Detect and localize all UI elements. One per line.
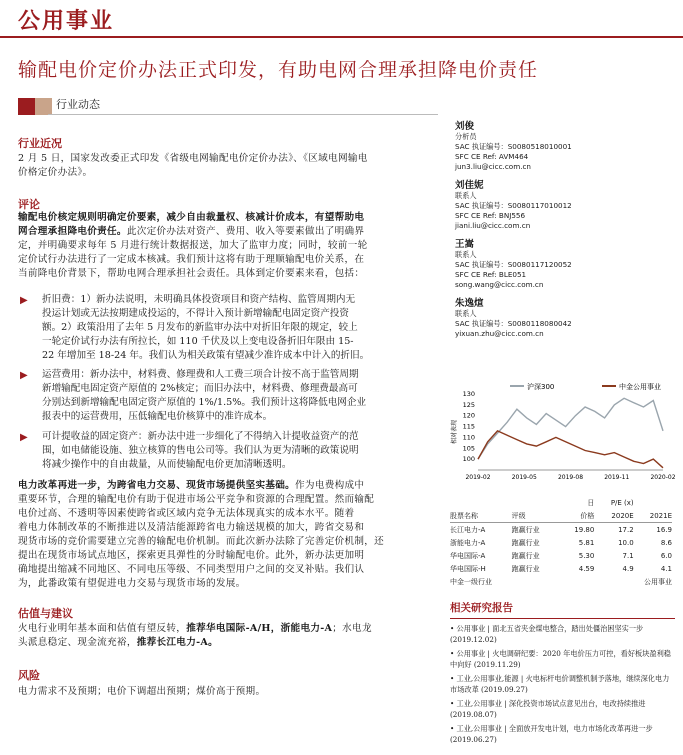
x-tick-label: 2019-02 [465, 474, 491, 481]
analyst-list [455, 118, 680, 344]
report-headline: 输配电价定价办法正式印发，有助电网合理承担降电价责任 [18, 59, 539, 81]
recent-line: 价格定价办法》。 [18, 167, 93, 178]
tag-label: 行业动态 [56, 98, 100, 111]
performance-chart [448, 378, 676, 492]
analyst-detail: SFC CE Ref: AVM464 [455, 152, 529, 161]
bullet-line: 分别达到新增输配电固定资产原值的 1%/1.5%。我们预计这将降低电网企业 [42, 397, 367, 408]
para-rest: 作为电费构成中 [295, 480, 365, 491]
table-header-cell: 2020E [594, 509, 633, 523]
table-row [450, 562, 672, 575]
analyst-detail: SAC 执证编号：S0080117010012 [455, 201, 572, 210]
analyst-detail: SAC 执证编号：S0080117120052 [455, 260, 572, 269]
analyst-name: 刘佳妮 [455, 180, 484, 191]
para-line: 输配电价核定规则明确定价要素，减少自由裁量权、核减计价成本，有望帮助电 [18, 212, 365, 223]
table-cell: 跑赢行业 [511, 538, 540, 547]
x-tick-label: 2020-02 [650, 474, 676, 481]
reform-paragraph [18, 479, 448, 591]
table-header-cell: P/E (x) [610, 498, 634, 507]
bullet-line: 围，如电储能设施、独立核算的售电公司等。我们认为更为清晰的政策说明 [42, 445, 359, 456]
bullet-marker: ▶ [20, 295, 28, 306]
bullet-line: 22 年增加至 18-24 年。我们认为相关政策有望减少准许成本中计入的折旧。 [42, 350, 370, 361]
analyst-detail: SFC CE Ref: BNJ556 [455, 211, 526, 220]
table-header-cell: 价格 [560, 509, 595, 523]
table-header-cell: 日 [587, 498, 595, 507]
analyst-detail: 联系人 [455, 309, 477, 318]
table-cell: 5.81 [578, 538, 595, 547]
val-line [18, 636, 448, 650]
table-cell: 浙能电力-A [450, 538, 486, 547]
recent-section-title: 行业近况 [18, 137, 62, 150]
para-bold: 网合理承担降电价责任。 [18, 226, 127, 237]
risk-text: 电力需求不及预期；电价下调超出预期；煤价高于预期。 [18, 686, 266, 697]
table-cell: 跑赢行业 [511, 564, 540, 573]
related-report-link[interactable]: • 工业,公用事业,能源 | 火电标杆电价调整机制予落地，继续深化电力市场改革 (2019.09.27) [450, 674, 670, 694]
recent-text [18, 152, 448, 180]
para-line: 为，此番政策有望促进电力交易与现货市场的发展。 [18, 578, 246, 589]
x-tick-label: 2019-05 [511, 474, 537, 481]
table-cell: 10.0 [618, 538, 634, 547]
bullet-opex [42, 368, 442, 424]
table-header-cell [634, 496, 672, 509]
legend-label: 中金公用事业 [619, 383, 661, 391]
table-cell: 华电国际-H [450, 564, 486, 573]
tag-square-dark [18, 98, 35, 115]
table-cell: 华电国际-A [450, 551, 486, 560]
table-cell: 19.80 [574, 525, 595, 534]
bullet-line: 可计提收益的固定资产：新办法中进一步细化了不得纳入计提收益资产的范 [42, 431, 359, 442]
table-cell: 17.2 [618, 525, 634, 534]
analyst-detail[interactable]: jiani.liu@cicc.com.cn [455, 221, 531, 230]
analyst-detail[interactable]: song.wang@cicc.com.cn [455, 280, 544, 289]
bullet-line: 一轮定价试行办法有所拉长，如 110 千伏及以上变电设备折旧年限由 15- [42, 336, 354, 347]
sector-title: 公用事业 [18, 9, 115, 34]
para-line: 着电力体制改革的不断推进以及清洁能源跨省电力输送规模的加大，跨省交易和 [18, 522, 365, 533]
series-line [478, 431, 663, 468]
val-bold: 推荐长江电力-A。 [136, 637, 219, 648]
analyst-detail: 分析员 [455, 132, 477, 141]
stock-table [450, 496, 672, 587]
table-cell: 4.59 [578, 564, 595, 573]
valuation-section-title: 估值与建议 [18, 607, 73, 620]
table-cell: 跑赢行业 [511, 551, 540, 560]
related-reports [450, 600, 675, 749]
analyst-name: 朱逸煊 [455, 298, 484, 309]
related-report-link[interactable]: • 公用事业 | 面北五省夹金煤电整合，踏出处僵治困坚实一步 (2019.12.02) [450, 624, 644, 644]
bullet-line: 额。2）政策沿用了去年 5 月发布的新监审办法中对折旧年限的规定，较上 [42, 322, 358, 333]
table-row [450, 523, 672, 537]
table-cell: 5.30 [578, 551, 595, 560]
analyst-detail: SAC 执证编号：S0080118080042 [455, 319, 572, 328]
comment-section-title: 评论 [18, 198, 40, 211]
table-cell: 8.6 [660, 538, 672, 547]
analyst-card [455, 236, 680, 290]
series-line [478, 398, 663, 459]
y-tick-label: 130 [462, 390, 475, 398]
para-line: 当前降电价背景下，帮助电网合理承担社会责任。具体到定价要素来看，包括： [18, 268, 365, 279]
y-tick-label: 120 [462, 411, 475, 420]
table-source-right: 公用事业 [644, 578, 672, 586]
table-source [450, 577, 672, 587]
para-bold: 电力改革再进一步，为跨省电力交易、现货市场提供坚实基础。 [18, 480, 296, 491]
val-rest: 火电行业明年基本面和估值有望反转， [18, 623, 187, 634]
x-tick-label: 2019-08 [557, 474, 584, 481]
y-tick-label: 100 [462, 455, 475, 464]
val-bold: 推荐华电国际-A/H，浙能电力-A [186, 623, 333, 634]
analyst-detail: 联系人 [455, 191, 477, 200]
analyst-detail: 联系人 [455, 250, 477, 259]
analyst-detail[interactable]: jun3.liu@cicc.com.cn [455, 162, 531, 171]
bullet-marker: ▶ [20, 370, 28, 381]
table-cell: 4.9 [622, 564, 634, 573]
para-rest: 此次定价办法对资产、费用、收入等要素做出了明确界 [126, 226, 365, 237]
bullet-line: 报表中的运营费用，压低输配电价核算中的准许成本。 [42, 411, 273, 422]
table-header-cell: 评级 [512, 509, 560, 523]
bullet-line: 运营费用：新办法中，材料费、修理费和人工费三项合计按不高于监管周期 [42, 369, 359, 380]
y-axis-label: 相对表现 [451, 419, 458, 445]
tag-divider [48, 114, 438, 115]
para-line [18, 225, 448, 239]
bullet-depreciation [42, 293, 442, 363]
para-line: 提出在现货市场试点地区，探索更具弹性的分时输配电价。此外，新办法更加明 [18, 550, 365, 561]
y-tick-label: 115 [462, 422, 475, 431]
bullet-line: 新增输配电固定资产原值的 2%核定；而旧办法中，材料费、修理费最高可 [42, 383, 358, 394]
y-tick-label: 125 [462, 400, 475, 409]
para-line: 现货市场的竞价需要建立完善的输配电价机制。而此次新办法除了完善定价机制，还 [18, 536, 385, 547]
table-row [450, 536, 672, 549]
related-title: 相关研究报告 [450, 602, 513, 614]
analyst-name: 刘俊 [455, 121, 475, 132]
related-report-link[interactable]: • 工业,公用事业 | 全面放开发电计划，电力市场化改革再进一步 (2019.06.27) [450, 724, 653, 744]
table-row [450, 549, 672, 562]
y-tick-label: 110 [462, 433, 475, 442]
para-line: 确地提出缩减不同地区、不同电压等级、不同类型用户之间的交叉补贴。我们认 [18, 564, 365, 575]
bullet-assets [42, 430, 442, 472]
bullet-line: 投运计划或无法按期建成投运的，不得计入预计新增输配电固定资产投资 [42, 308, 349, 319]
bullet-line: 折旧费：1）新办法说明，未明确具体投资项目和资产结构、监管周期内无 [42, 294, 356, 305]
y-tick-label: 105 [462, 444, 475, 453]
related-report-link[interactable]: • 工业,公用事业 | 深化投资市场试点意见出台，电改持续推进 (2019.08.07) [450, 699, 646, 719]
risk-section-title: 风险 [18, 669, 40, 682]
table-header-cell [512, 496, 560, 509]
table-source-left: 中金一级行业 [450, 578, 492, 586]
para-line: 重要环节，合理的输配电价有助于促进市场公平竞争和资源的合理配置。然而输配 [18, 494, 375, 505]
val-line [18, 622, 448, 636]
table-cell: 长江电力-A [450, 525, 486, 534]
table-cell: 4.1 [660, 564, 672, 573]
analyst-detail: SAC 执证编号：S0080518010001 [455, 142, 572, 151]
table-header-cell [450, 496, 512, 509]
stock-table-grid [450, 496, 672, 575]
bullet-line: 将减少操作中的自由裁量，从而使输配电价更加清晰透明。 [42, 459, 292, 470]
tag-square-light [35, 98, 52, 115]
analyst-card [455, 177, 680, 231]
para-line [18, 479, 448, 493]
table-cell: 6.0 [660, 551, 672, 560]
table-header-cell: 2021E [634, 509, 672, 523]
related-report-link[interactable]: • 公用事业 | 火电调研纪要：2020 年电价压力可控，看好板块盈利稳中向好 (2019.11.29) [450, 649, 671, 669]
table-cell: 16.9 [656, 525, 672, 534]
header-divider [0, 36, 683, 38]
comment-paragraph [18, 211, 448, 281]
recent-line: 2 月 5 日，国家发改委正式印发《省级电网输配电价定价办法》、《区域电网输电 [18, 153, 368, 164]
performance-chart-svg [448, 378, 676, 488]
analyst-card [455, 295, 680, 339]
tag-color-block [18, 96, 52, 115]
analyst-detail: SFC CE Ref: BLE051 [455, 270, 527, 279]
val-rest: ；水电龙 [332, 623, 372, 634]
val-rest: 头派息稳定、现金流充裕， [18, 637, 137, 648]
analyst-name: 王嵩 [455, 239, 475, 250]
para-line: 电价过高、不透明等因素使跨省或区域内竞争无法体现真实的成本水平。随着 [18, 508, 355, 519]
legend-label: 沪深300 [527, 383, 555, 391]
related-list [450, 624, 675, 745]
bullet-marker: ▶ [20, 432, 28, 443]
valuation-text [18, 622, 448, 650]
para-line: 定价试行办法进行了一定成本核减。我们预计这将有助于理顺输配电价关系，在 [18, 254, 365, 265]
analyst-detail[interactable]: yixuan.zhu@cicc.com.cn [455, 329, 544, 338]
x-tick-label: 2019-11 [604, 474, 630, 481]
table-cell: 跑赢行业 [511, 525, 540, 534]
table-header-cell: 股票名称 [450, 509, 512, 523]
para-line: 定，并明确要求每年 5 月进行统计数据报送，加大了监审力度；同时，较前一轮 [18, 240, 368, 251]
analyst-card [455, 118, 680, 172]
table-cell: 7.1 [622, 551, 634, 560]
related-divider [450, 618, 675, 619]
